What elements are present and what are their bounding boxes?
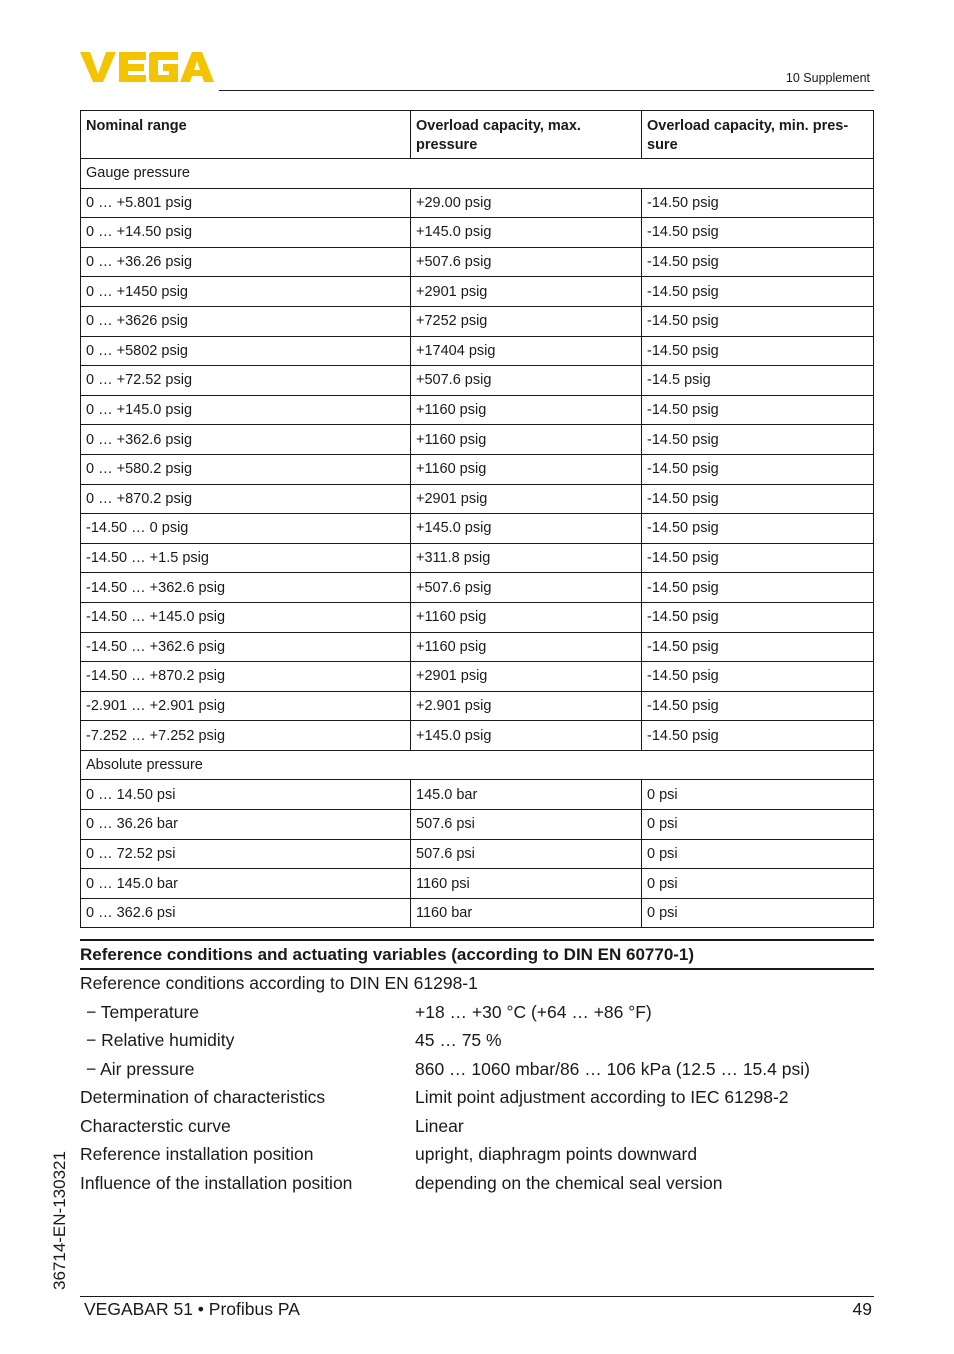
table-row bbox=[81, 662, 874, 692]
overload-min-cell: -14.50 psig bbox=[642, 277, 874, 307]
table-row bbox=[81, 514, 874, 544]
nominal-range-cell: -14.50 … 0 psig bbox=[81, 514, 411, 544]
nominal-range-cell: 0 … +362.6 psig bbox=[81, 425, 411, 455]
table-row bbox=[81, 632, 874, 662]
property-value: 45 … 75 % bbox=[415, 1030, 502, 1050]
property-row bbox=[80, 1169, 874, 1198]
property-value: +18 … +30 °C (+64 … +86 °F) bbox=[415, 1001, 652, 1022]
property-label: Reference conditions according to DIN EN 61298-1 bbox=[80, 973, 478, 993]
overload-max-cell: +29.00 psig bbox=[411, 188, 642, 218]
property-label: Reference installation position bbox=[80, 1144, 314, 1164]
property-row bbox=[80, 1055, 874, 1084]
nominal-range-cell: 0 … +72.52 psig bbox=[81, 366, 411, 396]
overload-max-cell: +2901 psig bbox=[411, 662, 642, 692]
table-row bbox=[81, 395, 874, 425]
header-section-label: 10 Supplement bbox=[785, 71, 870, 85]
nominal-range-cell: 0 … +3626 psig bbox=[81, 306, 411, 336]
table-row bbox=[81, 277, 874, 307]
nominal-range-cell: 0 … +36.26 psig bbox=[81, 247, 411, 277]
overload-max-cell: +1160 psig bbox=[411, 602, 642, 632]
overload-min-cell: -14.50 psig bbox=[642, 484, 874, 514]
overload-min-cell: -14.50 psig bbox=[642, 218, 874, 248]
overload-min-cell: 0 psi bbox=[642, 898, 874, 928]
overload-min-cell: -14.50 psig bbox=[642, 306, 874, 336]
nominal-range-cell: 0 … 14.50 psi bbox=[81, 780, 411, 810]
overload-max-cell: 1160 bar bbox=[411, 898, 642, 928]
table-row bbox=[81, 306, 874, 336]
nominal-range-cell: 0 … +145.0 psig bbox=[81, 395, 411, 425]
overload-max-cell: 507.6 psi bbox=[411, 810, 642, 840]
nominal-range-cell: 0 … +14.50 psig bbox=[81, 218, 411, 248]
group-title: Absolute pressure bbox=[81, 750, 874, 780]
overload-max-cell: +145.0 psig bbox=[411, 218, 642, 248]
nominal-range-cell: 0 … +870.2 psig bbox=[81, 484, 411, 514]
footer-rule bbox=[80, 1296, 874, 1297]
table-row bbox=[81, 366, 874, 396]
footer-product: VEGABAR 51 • Profibus PA bbox=[84, 1299, 300, 1319]
table-row bbox=[81, 484, 874, 514]
table-header-row bbox=[81, 111, 874, 159]
overload-max-cell: 1160 psi bbox=[411, 869, 642, 899]
property-value: Linear bbox=[415, 1115, 464, 1136]
property-value: Limit point adjustment according to IEC 61298-2 bbox=[415, 1087, 789, 1107]
overload-min-cell: 0 psi bbox=[642, 780, 874, 810]
overload-min-cell: -14.50 psig bbox=[642, 691, 874, 721]
table-row bbox=[81, 602, 874, 632]
nominal-range-cell: 0 … 145.0 bar bbox=[81, 869, 411, 899]
property-label: − Relative humidity bbox=[86, 1030, 235, 1050]
table-row bbox=[81, 247, 874, 277]
table-row bbox=[81, 454, 874, 484]
overload-min-cell: -14.50 psig bbox=[642, 721, 874, 751]
table-row bbox=[81, 810, 874, 840]
nominal-range-cell: 0 … 72.52 psi bbox=[81, 839, 411, 869]
property-row bbox=[80, 1026, 874, 1055]
header-overload-min: Overload capacity, min. pres-sure bbox=[642, 111, 874, 159]
table-row bbox=[81, 898, 874, 928]
nominal-range-cell: 0 … 362.6 psi bbox=[81, 898, 411, 928]
table-row bbox=[81, 869, 874, 899]
overload-max-cell: +2.901 psig bbox=[411, 691, 642, 721]
nominal-range-cell: -14.50 … +870.2 psig bbox=[81, 662, 411, 692]
section-title: Reference conditions and actuating variables (according to DIN EN 60770-1) bbox=[80, 939, 874, 970]
overload-min-cell: 0 psi bbox=[642, 869, 874, 899]
overload-max-cell: +17404 psig bbox=[411, 336, 642, 366]
property-value: 860 … 1060 mbar/86 … 106 kPa (12.5 … 15.4 psi) bbox=[415, 1058, 810, 1079]
property-label: Influence of the installation position bbox=[80, 1172, 353, 1193]
property-label: Characterstic curve bbox=[80, 1115, 231, 1136]
table-row bbox=[81, 573, 874, 603]
overload-max-cell: +507.6 psig bbox=[411, 573, 642, 603]
reference-conditions-list bbox=[80, 969, 874, 1197]
overload-min-cell: -14.50 psig bbox=[642, 425, 874, 455]
overload-max-cell: +311.8 psig bbox=[411, 543, 642, 573]
overload-max-cell: +145.0 psig bbox=[411, 514, 642, 544]
property-value: upright, diaphragm points downward bbox=[415, 1144, 698, 1164]
overload-max-cell: +2901 psig bbox=[411, 484, 642, 514]
property-row bbox=[80, 1140, 874, 1169]
overload-max-cell: +1160 psig bbox=[411, 454, 642, 484]
header-nominal-range: Nominal range bbox=[81, 111, 411, 159]
overload-min-cell: -14.50 psig bbox=[642, 602, 874, 632]
table-group-row bbox=[81, 750, 874, 780]
table-row bbox=[81, 336, 874, 366]
property-row bbox=[80, 1083, 874, 1112]
table-row bbox=[81, 839, 874, 869]
overload-min-cell: -14.50 psig bbox=[642, 662, 874, 692]
overload-min-cell: -14.50 psig bbox=[642, 247, 874, 277]
nominal-range-cell: -14.50 … +362.6 psig bbox=[81, 573, 411, 603]
overload-max-cell: 507.6 psi bbox=[411, 839, 642, 869]
overload-min-cell: -14.50 psig bbox=[642, 395, 874, 425]
overload-min-cell: -14.50 psig bbox=[642, 632, 874, 662]
property-row bbox=[80, 969, 874, 998]
overload-table bbox=[80, 110, 874, 928]
property-row bbox=[80, 1112, 874, 1141]
page-number: 49 bbox=[852, 1299, 872, 1319]
overload-min-cell: -14.50 psig bbox=[642, 514, 874, 544]
overload-max-cell: +2901 psig bbox=[411, 277, 642, 307]
overload-max-cell: +507.6 psig bbox=[411, 366, 642, 396]
overload-max-cell: +145.0 psig bbox=[411, 721, 642, 751]
nominal-range-cell: -2.901 … +2.901 psig bbox=[81, 691, 411, 721]
header-rule bbox=[219, 90, 874, 91]
nominal-range-cell: 0 … +1450 psig bbox=[81, 277, 411, 307]
group-title: Gauge pressure bbox=[81, 159, 874, 189]
property-label: − Air pressure bbox=[86, 1058, 195, 1079]
overload-min-cell: -14.50 psig bbox=[642, 454, 874, 484]
table-row bbox=[81, 780, 874, 810]
table-row bbox=[81, 721, 874, 751]
property-value: depending on the chemical seal version bbox=[415, 1172, 723, 1193]
document-number: 36714-EN-130321 bbox=[50, 1151, 69, 1290]
table-row bbox=[81, 425, 874, 455]
overload-min-cell: -14.50 psig bbox=[642, 336, 874, 366]
overload-min-cell: -14.50 psig bbox=[642, 573, 874, 603]
nominal-range-cell: -14.50 … +362.6 psig bbox=[81, 632, 411, 662]
property-row bbox=[80, 998, 874, 1027]
overload-min-cell: -14.50 psig bbox=[642, 188, 874, 218]
nominal-range-cell: 0 … +580.2 psig bbox=[81, 454, 411, 484]
overload-max-cell: +507.6 psig bbox=[411, 247, 642, 277]
table-row bbox=[81, 188, 874, 218]
overload-max-cell: +1160 psig bbox=[411, 632, 642, 662]
vega-logo bbox=[80, 50, 214, 84]
overload-min-cell: -14.50 psig bbox=[642, 543, 874, 573]
overload-max-cell: +7252 psig bbox=[411, 306, 642, 336]
property-label: Determination of characteristics bbox=[80, 1087, 326, 1107]
table-row bbox=[81, 218, 874, 248]
nominal-range-cell: 0 … +5.801 psig bbox=[81, 188, 411, 218]
overload-max-cell: +1160 psig bbox=[411, 425, 642, 455]
overload-max-cell: +1160 psig bbox=[411, 395, 642, 425]
overload-max-cell: 145.0 bar bbox=[411, 780, 642, 810]
overload-min-cell: 0 psi bbox=[642, 810, 874, 840]
nominal-range-cell: -14.50 … +145.0 psig bbox=[81, 602, 411, 632]
property-label: − Temperature bbox=[86, 1001, 200, 1022]
header-overload-max: Overload capacity, max. pressure bbox=[411, 111, 642, 159]
nominal-range-cell: -7.252 … +7.252 psig bbox=[81, 721, 411, 751]
table-row bbox=[81, 691, 874, 721]
overload-min-cell: -14.5 psig bbox=[642, 366, 874, 396]
nominal-range-cell: -14.50 … +1.5 psig bbox=[81, 543, 411, 573]
nominal-range-cell: 0 … 36.26 bar bbox=[81, 810, 411, 840]
nominal-range-cell: 0 … +5802 psig bbox=[81, 336, 411, 366]
table-row bbox=[81, 543, 874, 573]
overload-min-cell: 0 psi bbox=[642, 839, 874, 869]
table-group-row bbox=[81, 159, 874, 189]
